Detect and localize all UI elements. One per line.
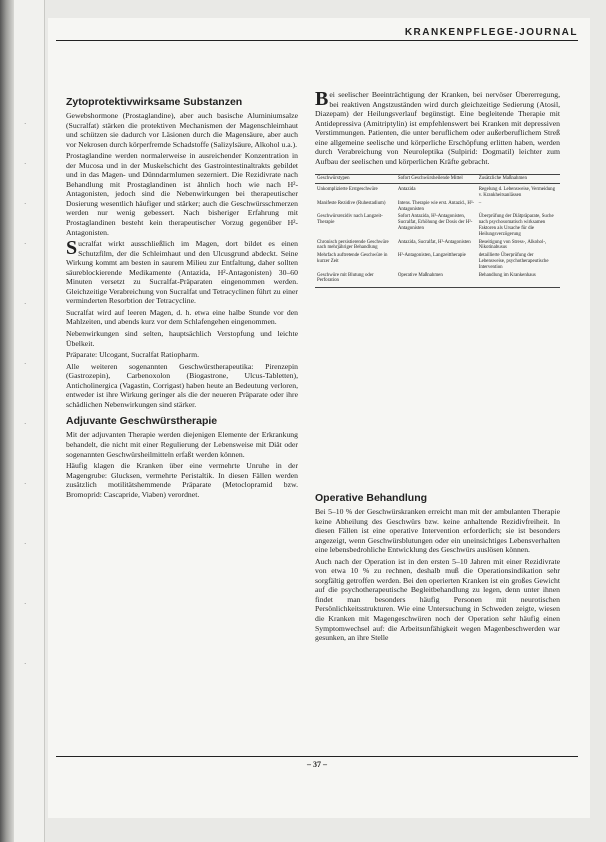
table-cell: Manifeste Rezidive (Ruhestadium) xyxy=(317,200,386,206)
dropcap-letter: B xyxy=(315,88,329,110)
table-header-cell: Sofort Geschwürsheilende Mittel xyxy=(396,175,477,184)
dropcap-letter: S xyxy=(66,237,78,260)
table-cell: Antazida, Sucralfat, H²-Antagonisten xyxy=(397,239,471,245)
paragraph: Prostaglandine werden normalerweise in ausreichender Konzentration in der Mucosa und in der Muskelschicht des Gastrointestinaltrakts gebildet und in das Magen- und Dünndarmlumen sezerniert. Die Rezidivrate nach Behandlung mit Prostaglandinen ist ähnlich hoch wie nach H²-Antagonisten, jedoch sind die Nebenwirkungen bei therapeutischer Dosierung wesentlich häufiger und stärker; auch die Geschwürsschmerzen werden nur wenig gebessert. Nach bisheriger Erfahrung mit Prostaglandinen besteht kein therapeutischer Vorzug gegenüber H²-Antagonisten. xyxy=(66,151,298,237)
paragraph: Gewebshormone (Prostaglandine), aber auch basische Aluminiumsalze (Sucralfat) stärken die protektiven Mechanismen der Magenschleimhaut und schützen sie dadurch vor Läsionen durch die Magensäure, aber auch vor Nekrosen durch körperfremde Schadstoffe (Salizylsäure, Alkohol u.a.). xyxy=(66,111,298,149)
table-cell: Sofort Antazida, H²-Antagonisten, Sucralfat, Erhöhung der Dosis der H²-Antagonisten xyxy=(397,214,473,231)
table-cell: Unkomplizierte Erstgeschwüre xyxy=(317,187,378,193)
paragraph: Auch nach der Operation ist in den ersten 5–10 Jahren mit einer Rezidivrate von etwa 10 % zu rechnen, deshalb muß die Operationsindikation sehr sorgfältig getroffen werden. Bei den operierten Kranken ist ein großes Gewicht auf die psychotherapeutische Begleitbehandlung zu legen, denn unter ihnen findet man besonders häufig Personen mit neurotischen Persönlichkeitsstrukturen. Wie eine Untersuchung in Schweden zeigte, wiesen die Kranken mit Magengeschwüren noch der Operation sehr häufig einen Symptomwechsel auf: die Arbeitsunfähigkeit wegen Magenbeschwerden war gesunken, an ihre Stelle xyxy=(315,556,560,643)
left-column xyxy=(66,94,298,501)
heading-zytoprotektiv: Zytoprotektivwirksame Substanzen xyxy=(66,96,243,108)
paragraph: Mit der adjuvanten Therapie werden diejenigen Elemente der Erkrankung behandelt, die nicht mit einer Regulierung der Lebensweise mit Diät oder sogenannten Geschwürsheilmitteln erfaßt werden können. xyxy=(66,430,298,459)
table-cell: Geschwüre mit Blutung oder Perforation xyxy=(315,272,396,288)
table-cell: H²-Antagonisten, Langzeittherapie xyxy=(397,253,466,259)
right-column-bottom xyxy=(315,490,560,645)
table-row xyxy=(315,239,560,253)
right-column-top xyxy=(315,90,560,288)
table-cell: – xyxy=(478,200,482,206)
table-row xyxy=(315,184,560,200)
paragraph-dropcap xyxy=(66,239,298,306)
table-cell: Operative Maßnahmen xyxy=(396,272,477,288)
table-cell: Mehrfach auftretende Geschwüre in kurzer Zeit xyxy=(317,253,388,264)
table-header-cell: Geschwürstypen xyxy=(315,175,396,184)
table-cell: Geschwürsrezidiv nach Langzeit-Therapie xyxy=(317,214,383,226)
paragraph: Sucralfat wird auf leeren Magen, d. h. etwa eine halbe Stunde vor den Mahlzeiten, und abends kurz vor dem Schlafengehen eingenommen. xyxy=(66,307,298,327)
page-number: – 37 – xyxy=(56,756,578,769)
table-row xyxy=(315,252,560,271)
table-cell: Beseitigung von Stress-, Alkohol-, Nikotinabusus xyxy=(478,239,547,251)
table-cell: Intens. Therapie wie erst. Antazid., H²-Antagonisten xyxy=(397,200,475,212)
paragraph: Häufig klagen die Kranken über eine vermehrte Unruhe in der Magengrube: Glucksen, vermehrte Peristaltik. In diesen Fällen werden zusätzlich motilitätshemmende Präparate (Metoclopramid bzw. Bromoprid: Cascapride, Viaben) verordnet. xyxy=(66,461,298,499)
adjacent-page-edge: · · · · · · · · · · · xyxy=(14,0,45,842)
paragraph: Bei 5–10 % der Geschwürskranken erreicht man mit der ambulanten Therapie keine Abheilung des Geschwürs bzw. keine anhaltende Rezidivfreiheit. In diesen Fällen ist eine operative Intervention erforderlich; sie ist besonders angezeigt, wenn Geschwürsblutungen oder ein uneinsichtiges Lebensverhalten eine lebensbedrohliche Entwicklung des Geschwürs auslösen können. xyxy=(315,507,560,555)
table-cell: Chronisch persistierende Geschwüre nach mehrjähriger Behandlung xyxy=(317,239,389,251)
heading-operative: Operative Behandlung xyxy=(315,492,428,504)
table-row xyxy=(315,272,560,288)
table-cell: Behandlung im Krankenhaus xyxy=(477,272,560,288)
paragraph: Präparate: Ulcogant, Sucralfat Ratiopharm. xyxy=(66,350,199,360)
table-row xyxy=(315,213,560,238)
table-cell: Antazida xyxy=(397,187,416,193)
table-cell: Regelung d. Lebensweise, Vermeidung v. Krankheitsanlässen xyxy=(478,187,556,198)
therapy-table xyxy=(315,174,560,288)
table-row xyxy=(315,200,560,214)
paragraph: Alle weiteren sogenannten Geschwürstherapeutika: Pirenzepin (Gastrozepin), Carbenoxolon (Biogastrone, Ulcus-Tabletten), Anticholinergica (Vagastin, Corrigast) haben heute an Bedeutung verloren, entweder ist ihre Wirkung geringer als die der neueren Präparate oder ihre schädlichen Nebenwirkungen sind stärker. xyxy=(66,361,298,409)
paragraph-text: ucralfat wirkt ausschließlich im Magen, dort bildet es einen Schutzfilm, der die Schleimhaut und den Ulcusgrund abdeckt. Seine Wirkung kommt am besten in saurem Milieu zur Entfaltung, daher sollten säureblockierende Medikamente (Antazida, H²-Antagonisten) 30–60 Minuten versetzt zu Sucralfat-Präparaten eingenommen werden. Gleichzeitige Verabreichung von Sucralfat und Tetracyclinen führt zu einer verminderten Resorbtion der Tetracycline. xyxy=(66,239,298,306)
paragraph-text: ei seelischer Beeinträchtigung der Kranken, bei nervöser Übererregung, bei reaktiven Angstzuständen wird durch gleichzeitige Sedierung (Atosil, Diazepam) der Heilungsverlauf begünstigt. Eine begleitende Therapie mit Antidepressiva (Amitriptylin) ist empfehlenswert bei Kranken mit depressiven Verstimmungen. Patienten, die unter beruflichem oder außerberuflichem Streß eine allgemeine seelische und körperliche Erschöpfung erlitten haben, werden durch Verabreichung von Neuroleptika (Sulpirid: Dogmatil) leichter zum Aufbau der seelischen und körperlichen Kräfte gebracht. xyxy=(315,90,560,166)
table-header-cell: Zusätzliche Maßnahmen xyxy=(477,175,560,184)
paragraph: Nebenwirkungen sind selten, hauptsächlich Verstopfung und leichte Übelkeit. xyxy=(66,329,298,348)
paragraph-dropcap xyxy=(315,90,560,166)
scan-binding-shadow xyxy=(0,0,14,842)
table-cell: detaillierte Überprüfung der Lebensweise, psychotherapeutische Intervention xyxy=(478,253,549,270)
journal-header: KRANKENPFLEGE-JOURNAL xyxy=(56,26,578,41)
journal-page xyxy=(48,18,590,818)
table-cell: Überprüfung der Diätpräparate, Suche nach psychosomatisch wirksamen Faktoren als Ursache für die Heilungsverzögerung xyxy=(478,214,554,237)
heading-adjuvant: Adjuvante Geschwürstherapie xyxy=(66,415,218,428)
